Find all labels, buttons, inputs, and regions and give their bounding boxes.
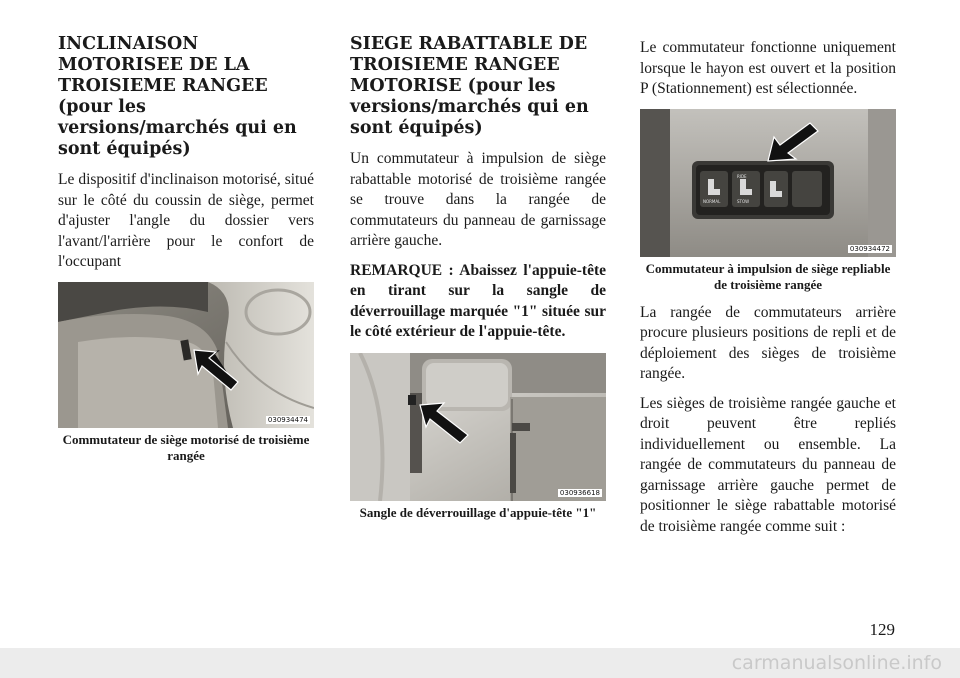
figure-caption: Commutateur à impulsion de siège repliable de troisième rangée [645, 260, 891, 292]
switch-label-ride: RIDE [737, 173, 747, 179]
figure-caption: Commutateur de siège motorisé de troisième rangée [62, 431, 310, 463]
figure-code: 030936618 [559, 488, 600, 497]
figure-caption: Sangle de déverrouillage d'appuie-tête "1" [359, 504, 597, 520]
section-heading-power-fold: SIEGE RABATTABLE DE TROISIEME RANGEE MOTORISE (pour les versions/marchés qui en sont équipés) [350, 34, 589, 138]
paragraph-switch-row: La rangée de commutateurs arrière procure plusieurs positions de repli et de déploiement des sièges de troisième rangée. [640, 303, 896, 382]
figure-headrest-strap [350, 353, 606, 501]
section-heading-power-recline: INCLINAISON MOTORISEE DE LA TROISIEME RANGEE (pour les versions/marchés qui en sont équipés) [58, 34, 297, 159]
figure-code: 030934474 [267, 415, 308, 424]
site-watermark: carmanualsonline.info [0, 648, 960, 678]
figure-seat-switch [58, 282, 314, 428]
column-right [640, 38, 896, 546]
paragraph-switch-condition: Le commutateur fonctionne uniquement lorsque le hayon est ouvert et la position P (Stationnement) est sélectionnée. [640, 39, 896, 97]
paragraph-left-right-seats: Les sièges de troisième rangée gauche et droit peuvent être repliés individuellement ou ensemble. La rangée de commutateurs du panneau de garnissage arrière gauche permet de positionner le siège rabattable motorisé de troisième rangée comme suit : [640, 394, 896, 535]
switch-label-stow: STOW [737, 198, 750, 204]
switch-label-normal: NORMAL [703, 198, 721, 204]
paragraph-power-recline: Le dispositif d'inclinaison motorisé, situé sur le côté du coussin de siège, permet d'ajuster l'angle du dossier vers l'avant/l'arrière pour le confort de l'occupant [58, 171, 314, 270]
seat-cushion-photo [58, 282, 314, 428]
column-left [58, 34, 314, 474]
note-headrest: REMARQUE : Abaissez l'appuie-tête en tirant sur la sangle de déverrouillage marquée "1" située sur le côté extérieur de l'appuie-tête. [350, 261, 606, 340]
switch-panel-photo [640, 109, 896, 257]
figure-fold-switch [640, 109, 896, 257]
paragraph-power-fold: Un commutateur à impulsion de siège rabattable motorisé de troisième rangée se trouve dans la rangée de commutateurs du panneau de garnissage arrière gauche. [350, 150, 606, 249]
figure-code: 030934472 [849, 244, 890, 253]
column-middle [350, 34, 606, 531]
headrest-photo [350, 353, 606, 501]
page-number: 129 [869, 620, 895, 639]
